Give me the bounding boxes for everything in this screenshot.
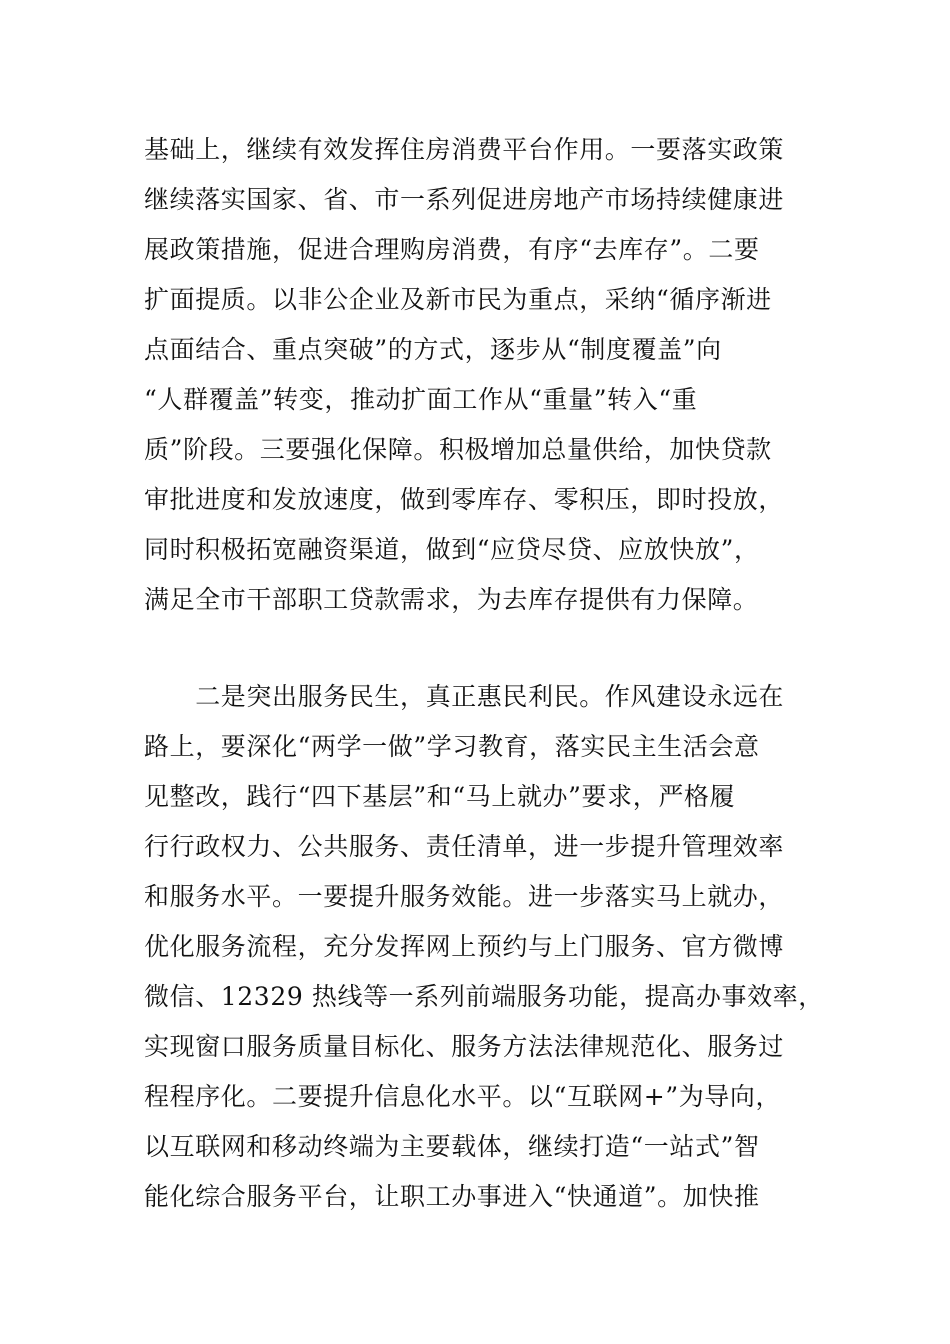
text-line: 微信、12329 热线等一系列前端服务功能，提高办事效率， [144,982,824,1011]
text-line: 点面结合、重点突破”的方式，逐步从“制度覆盖”向 [144,335,722,364]
text-line: 和服务水平。一要提升服务效能。进一步落实马上就办， [144,882,785,911]
text-line: 路上，要深化“两学一做”学习教育，落实民主生活会意 [144,732,760,761]
text-line: 实现窗口服务质量目标化、服务方法法律规范化、服务过 [144,1032,785,1061]
paragraph-housing-consumption [144,125,814,625]
text-line: 展政策措施，促进合理购房消费，有序“去库存”。二要 [144,235,760,264]
text-line: 基础上，继续有效发挥住房消费平台作用。一要落实政策 [144,135,785,164]
text-line: 继续落实国家、省、市一系列促进房地产市场持续健康进 [144,185,785,214]
paragraph-public-service [144,672,824,1222]
text-line: 优化服务流程，充分发挥网上预约与上门服务、官方微博 [144,932,785,961]
text-line: 审批进度和发放速度，做到零库存、零积压，即时投放， [144,485,785,514]
text-line: 同时积极拓宽融资渠道，做到“应贷尽贷、应放快放”， [144,535,760,564]
text-line: 程程序化。二要提升信息化水平。以“互联网+”为导向， [144,1082,782,1111]
text-line: 以互联网和移动终端为主要载体，继续打造“一站式”智 [144,1132,760,1161]
text-line: 能化综合服务平台，让职工办事进入“快通道”。加快推 [144,1182,760,1211]
text-line: 行行政权力、公共服务、责任清单，进一步提升管理效率 [144,832,785,861]
text-line: 扩面提质。以非公企业及新市民为重点，采纳“循序渐进 [144,285,772,314]
text-line: 满足全市干部职工贷款需求，为去库存提供有力保障。 [144,585,759,614]
text-line: 见整改，践行“四下基层”和“马上就办”要求，严格履 [144,782,736,811]
text-line: 二是突出服务民生，真正惠民利民。作风建设永远在 [144,682,785,711]
text-line: “人群覆盖”转变，推动扩面工作从“重量”转入“重 [144,385,698,414]
text-line: 质”阶段。三要强化保障。积极增加总量供给，加快贷款 [144,435,772,464]
